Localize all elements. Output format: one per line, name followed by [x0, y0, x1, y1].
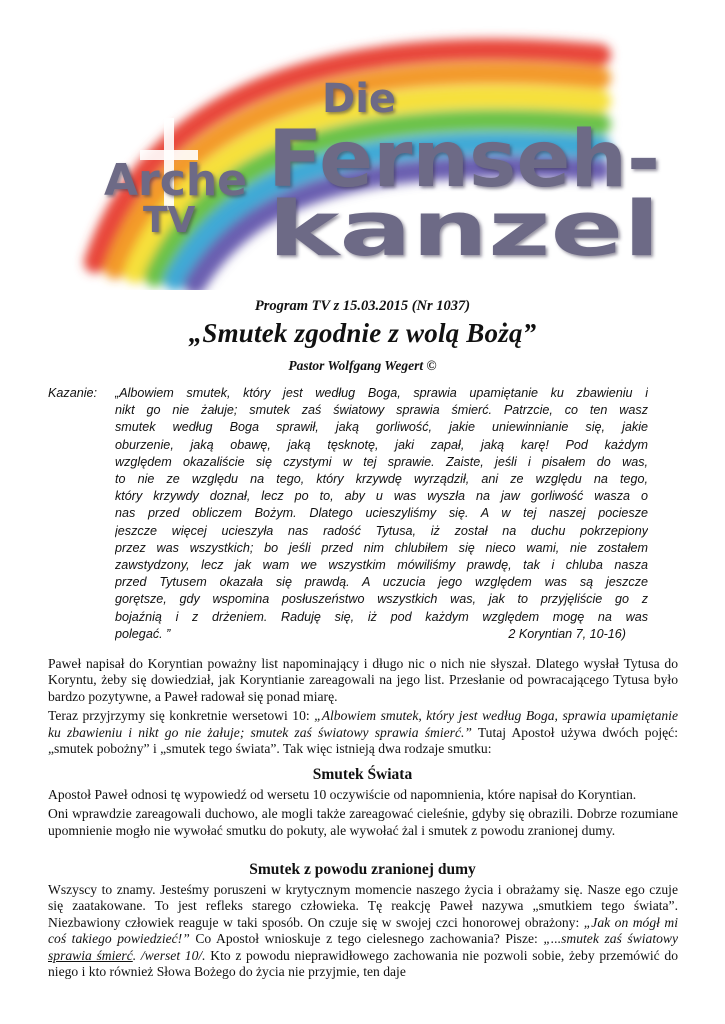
program-date-line: Program TV z 15.03.2015 (Nr 1037): [254, 298, 471, 314]
sermon-line: względem okazaliście się czystymi w tej sprawie. Zaiste, jeśli i pisałem do was,: [115, 454, 648, 469]
paragraph-2-text-a: Teraz przyjrzymy się konkretnie wersetowi 10:: [48, 708, 315, 724]
paragraph-5-quote-2: „...smutek zaś światowy sprawia śmierć. /werset 10/.: [48, 931, 678, 963]
paragraph-5: [48, 882, 678, 980]
sermon-line: zawstydzony, lecz jak wam we wszystkim mówiliśmy prawdę, tak i chluba nasza: [115, 558, 648, 573]
sermon-line: nikt go nie żałuje; smutek zaś światowy sprawia śmierć. Patrzcie, co ten wasz: [115, 403, 648, 418]
heading-smutek-swiata: Smutek Świata: [312, 766, 413, 783]
logo-fernseh: Fernseh-: [268, 115, 660, 205]
section-zranionej-dumy: [48, 882, 678, 983]
sermon-line: „Albowiem smutek, który jest według Boga, sprawia upamiętanie ku zbawieniu i: [115, 386, 648, 400]
logo-die: Die: [322, 76, 397, 122]
paragraph-5-text-c: Kto z powodu nieprawidłowego zachowania nie pozwoli sobie, żeby przemówić do niego i kto również Słowa Bożego do życia nie przyjmie, ten daje: [48, 947, 678, 980]
sermon-line: gorętsze, gdy wspomina posłuszeństwo wszystkich was, jak to przyjęliście go z: [115, 592, 648, 607]
sermon-label: Kazanie:: [48, 386, 98, 400]
paragraph-4: Oni wprawdzie zareagowali duchowo, ale mogli także zareagować cieleśnie, gdyby się obrazili. Dobrze rozumiane upomnienie mogło nie wywołać smutku do pokuty, ale wywołać żal i smutek z powodu zranionej dumy.: [48, 806, 678, 838]
logo-arche: Arche: [104, 155, 247, 206]
paragraph-5-text-a: Wszyscy to znamy. Jesteśmy poruszeni w krytycznym momencie naszego życia i obrażamy się. Nasze ego czuje się zaatakowane. To jest refleks starego człowieka. Tę reakcję Paweł nazywa „smutkiem tego świata”. Niezbawiony człowiek reaguje w taki sposób. On czuje się w swojej czci honorowej obrażony:: [48, 882, 678, 930]
logo-kanzel: kanzel: [268, 184, 660, 273]
sermon-line: bojaźnią i z drżeniem. Raduję się, iż pod każdym względem mogę na was: [115, 609, 648, 624]
sermon-line: nas przed obliczem Bożym. Dlatego ucieszyliśmy się. A w tej naszej pociesze: [115, 506, 648, 521]
heading-zranionej-dumy: Smutek z powodu zranionej dumy: [249, 861, 476, 878]
section-smutek-swiata: [48, 787, 678, 842]
logo-tv: TV: [143, 200, 196, 241]
sermon-line: oburzenie, jaką obawę, jaką tęsknotę, jaki zapał, jaką karę! Pod każdym: [115, 437, 648, 452]
sermon-line: smutek według Boga sprawił, jaką gorliwość, jakie uniewinnianie się, jakie: [115, 420, 648, 435]
sermon-line: który krzywdy doznał, lecz po to, aby u was wyszła na jaw gorliwość wasza o: [115, 489, 648, 504]
sermon-line: przez was wszystkich; bo jeśli przed nim chlubiłem się nieco wami, nie zostałem: [115, 540, 648, 555]
sermon-line: przed Tytusem okazała się prawdą. A uczucia jego względem was są jeszcze: [115, 575, 648, 590]
paragraph-1: Paweł napisał do Koryntian poważny list napominający i długo nic o nich nie słyszał. Dlatego wysłał Tytusa do Koryntu, żeby się dowiedział, jak Koryntianie zareagowali na jego list. Przesłanie od powracającego Tytusa było bardzo pozytywne, a Paweł radował się ponad miarę.: [48, 656, 678, 704]
paragraph-3: Apostoł Paweł odnosi tę wypowiedź od wersetu 10 oczywiście od napomnienia, które napisał do Koryntian.: [48, 787, 637, 802]
page-title: „Smutek zgodnie z wolą Bożą”: [188, 318, 537, 348]
paragraph-2-quote: „Albowiem smutek, który jest według Boga, sprawia upamiętanie ku zbawieniu i nikt go nie żałuje; smutek zaś światowy sprawia śmierć.”: [48, 708, 678, 740]
sermon-reference: 2 Koryntian 7, 10-16): [508, 626, 626, 641]
sermon-last-line: [115, 626, 648, 643]
paragraph-2-text-b: Tutaj Apostoł używa dwóch pojęć: „smutek pobożny” i „smutek tego świata”. Tak więc istnieją dwa rodzaje smutku:: [48, 724, 678, 757]
intro-section: [48, 656, 678, 760]
paragraph-5-quote-1: „Jak on mógł mi coś takiego powiedzieć!”: [48, 914, 678, 947]
sermon-last-text: polegać. ”: [115, 626, 171, 641]
arche-tv-fernsehkanzel-logo: [0, 0, 725, 290]
paragraph-5-text-b: Co Apostoł wnioskuje z tego cielesnego zachowania? Pisze:: [189, 931, 544, 947]
author-line: Pastor Wolfgang Wegert ©: [288, 358, 437, 373]
paragraph-2: [48, 708, 678, 757]
sermon-line: jeszcze więcej ucieszyła nas radość Tytusa, iż został na duchu pokrzepiony: [115, 523, 648, 538]
sermon-line: to nie ze względu na tego, który krzywdę wyrządził, ani ze względu na tego,: [115, 472, 648, 487]
sermon-quote-block: [48, 385, 648, 643]
